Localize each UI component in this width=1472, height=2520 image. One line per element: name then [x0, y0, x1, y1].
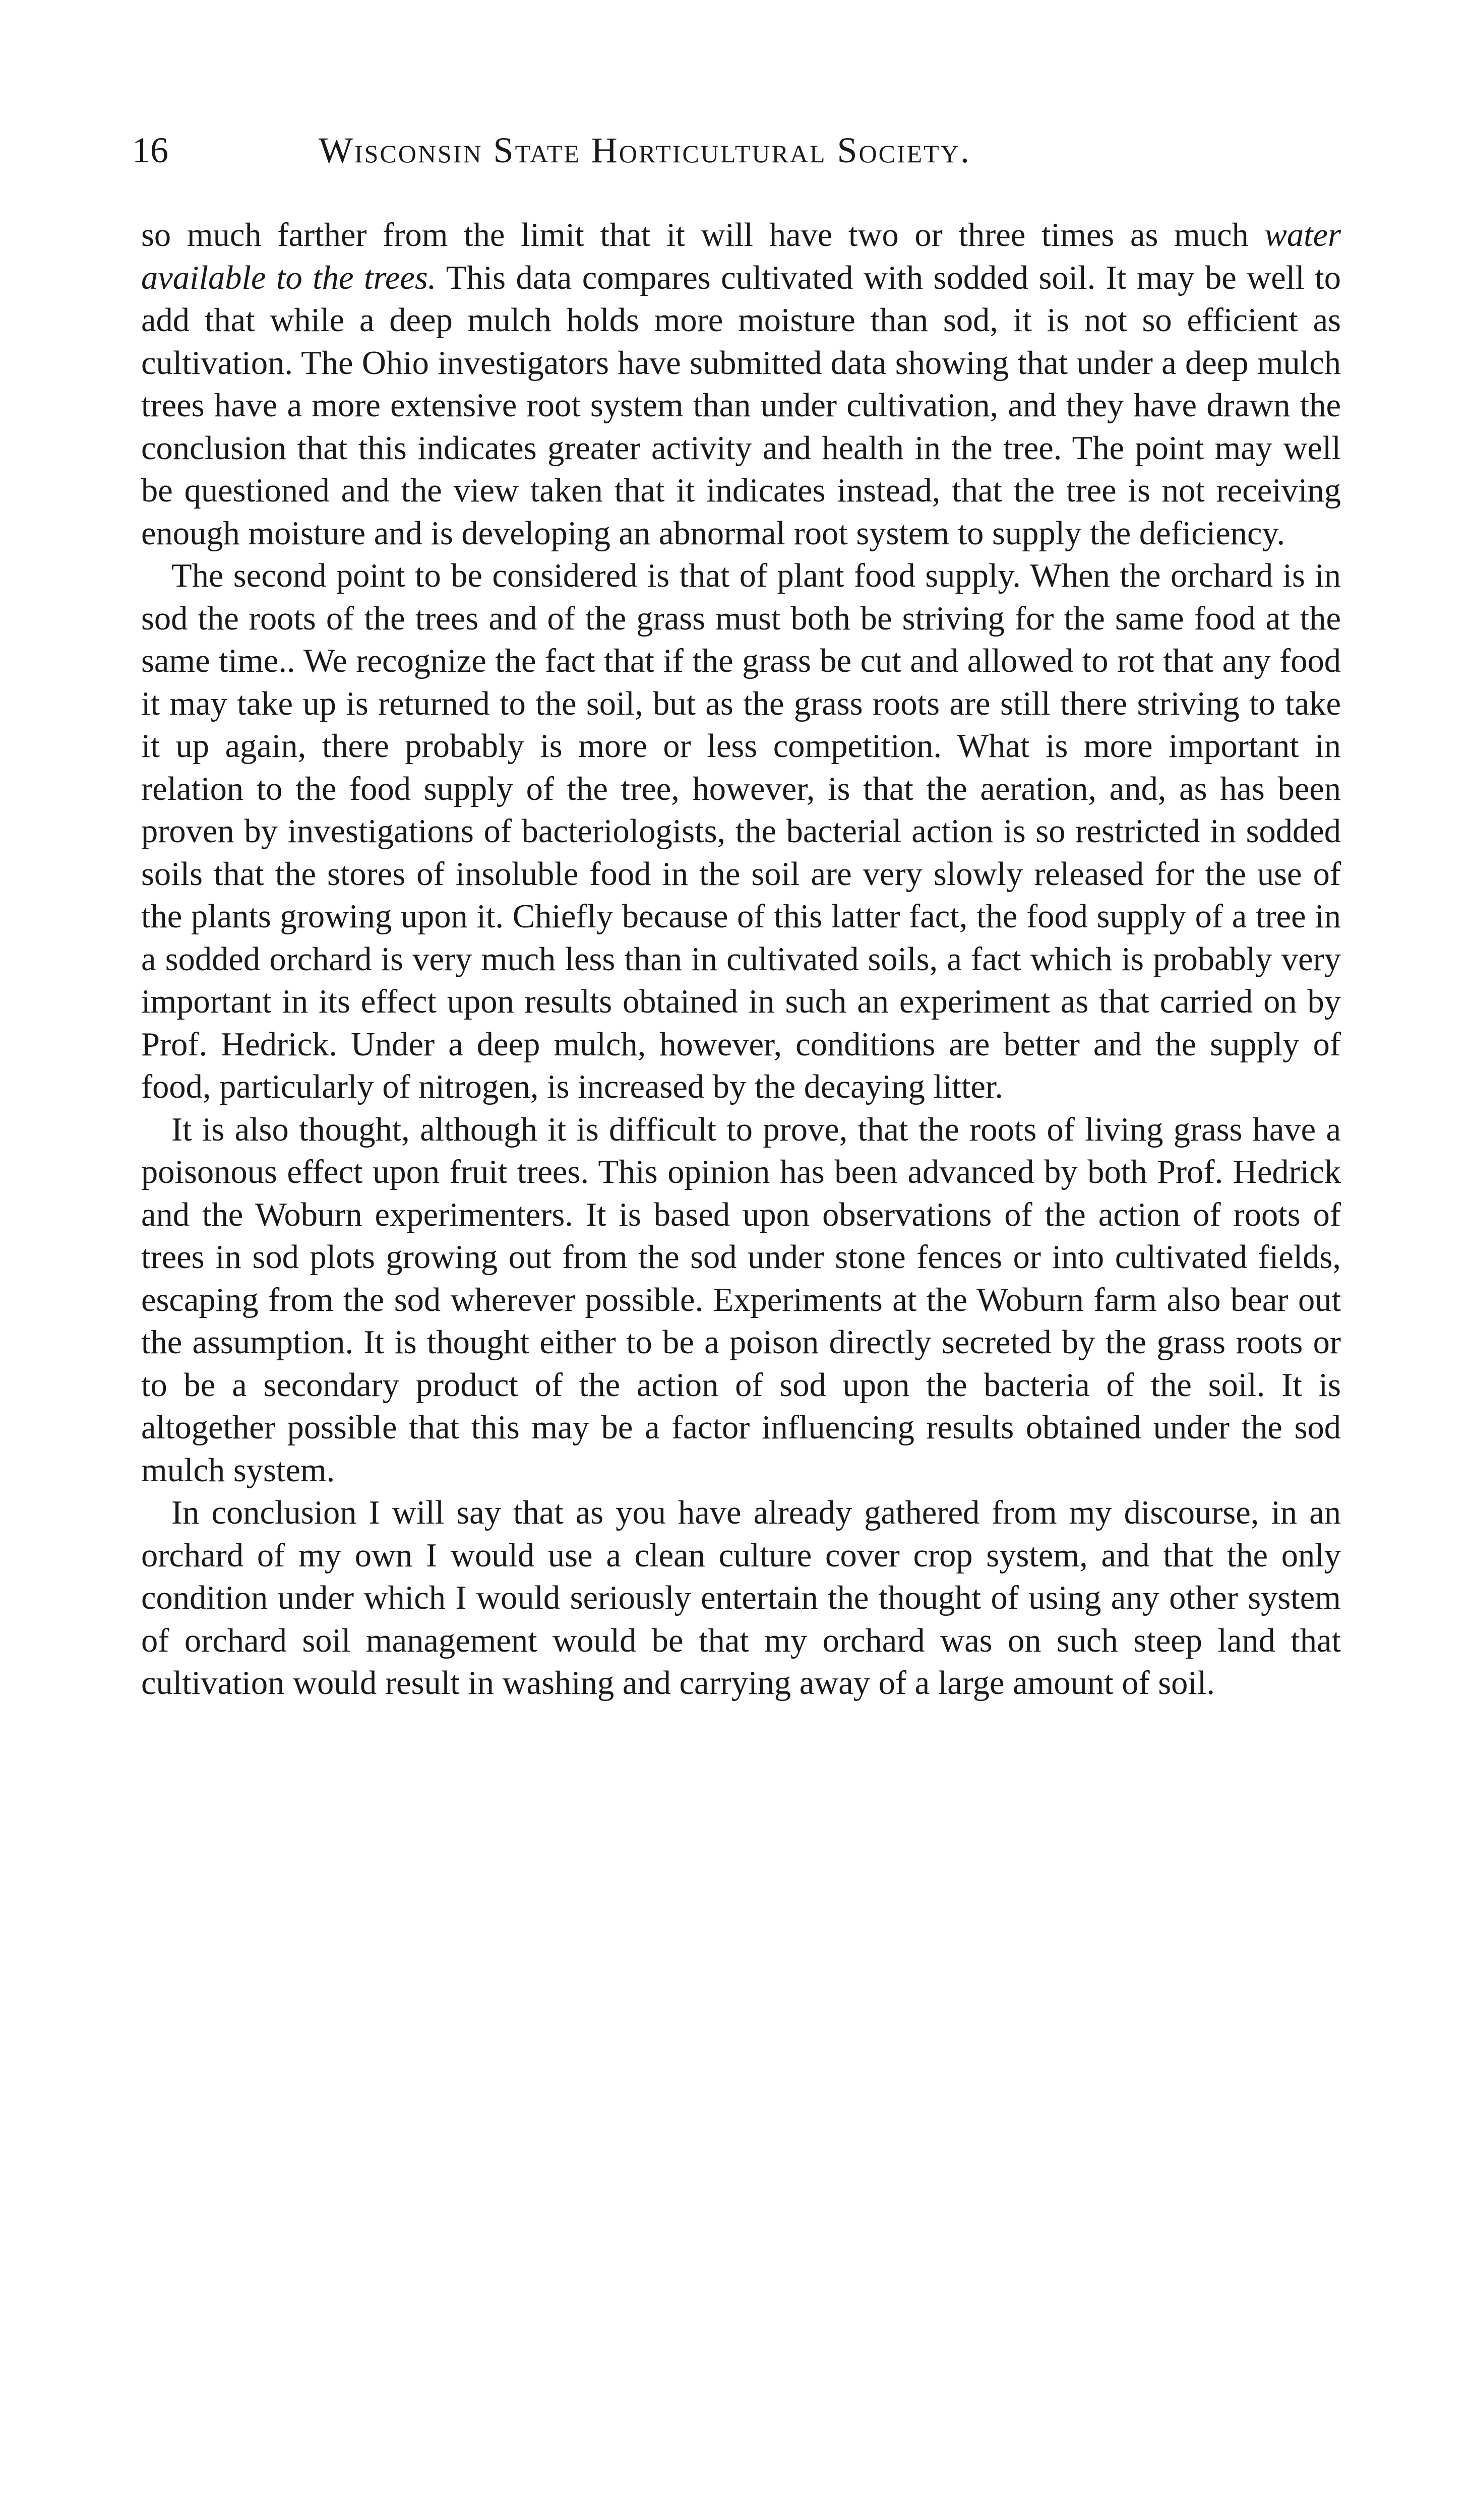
paragraph-2: The second point to be considered is that of plant food supply. When the orchard is in sod the roots of the trees and of the grass must both be striving for the same food at the same time.. We recognize the fact that if the grass be cut and allowed to rot that any food it may take up is returned to the soil, but as the grass roots are still there striving to take it up again, there probably is more or less competition. What is more important in relation to the food supply of the tree, however, is that the aeration, and, as has been proven by investigations of bacteriologists, the bacterial action is so restricted in sodded soils that the stores of insoluble food in the soil are very slowly released for the use of the plants growing upon it. Chiefly because of this latter fact, the food supply of a tree in a sodded orchard is very much less than in cultivated soils, a fact which is probably very important in its effect upon results obtained in such an experiment as that carried on by Prof. Hedrick. Under a deep mulch, however, conditions are better and the supply of food, particularly of nitrogen, is increased by the decaying litter. [141, 557, 1341, 1105]
paragraph-4: In conclusion I will say that as you have already gathered from my discourse, in an orchard of my own I would use a clean culture cover crop system, and that the only condition under which I would seriously entertain the thought of using any other system of orchard soil management would be that my orchard was on such steep land that cultivation would result in washing and carrying away of a large amount of soil. [141, 1494, 1341, 1702]
paragraph-1 [141, 214, 1341, 555]
paragraph-1-italic-phrase: water available to the trees. [141, 217, 1341, 296]
paragraph-3: It is also thought, although it is difficult to prove, that the roots of living grass have a poisonous effect upon fruit trees. This opinion has been advanced by both Prof. Hedrick and the Woburn experimenters. It is based upon observations of the action of roots of trees in sod plots growing out from the sod under stone fences or into cultivated fields, escaping from the sod wherever possible. Experiments at the Woburn farm also bear out the assumption. It is thought either to be a poison directly secreted by the grass roots or to be a secondary product of the action of sod upon the bacteria of the soil. It is altogether possible that this may be a factor influencing results obtained under the sod mulch system. [141, 1111, 1341, 1489]
paragraph-1-text-a: so much farther from the limit that it will have two or three times as much [141, 217, 1265, 254]
body-text [141, 214, 1341, 1705]
page-number: 16 [132, 130, 168, 170]
running-head: Wisconsin State Horticultural Society. [319, 130, 971, 170]
paragraph-1-text-b: This data compares cultivated with sodded soil. It may be well to add that while a deep mulch holds more moisture than sod, it is not so efficient as cultivation. The Ohio investigators have submitted data showing that under a deep mulch trees have a more extensive root system than under cultivation, and they have drawn the conclusion that this indicates greater activity and health in the tree. The point may well be questioned and the view taken that it indicates instead, that the tree is not receiving enough moisture and is developing an abnormal root system to supply the deficiency. [141, 259, 1341, 552]
page-header [132, 125, 1342, 180]
